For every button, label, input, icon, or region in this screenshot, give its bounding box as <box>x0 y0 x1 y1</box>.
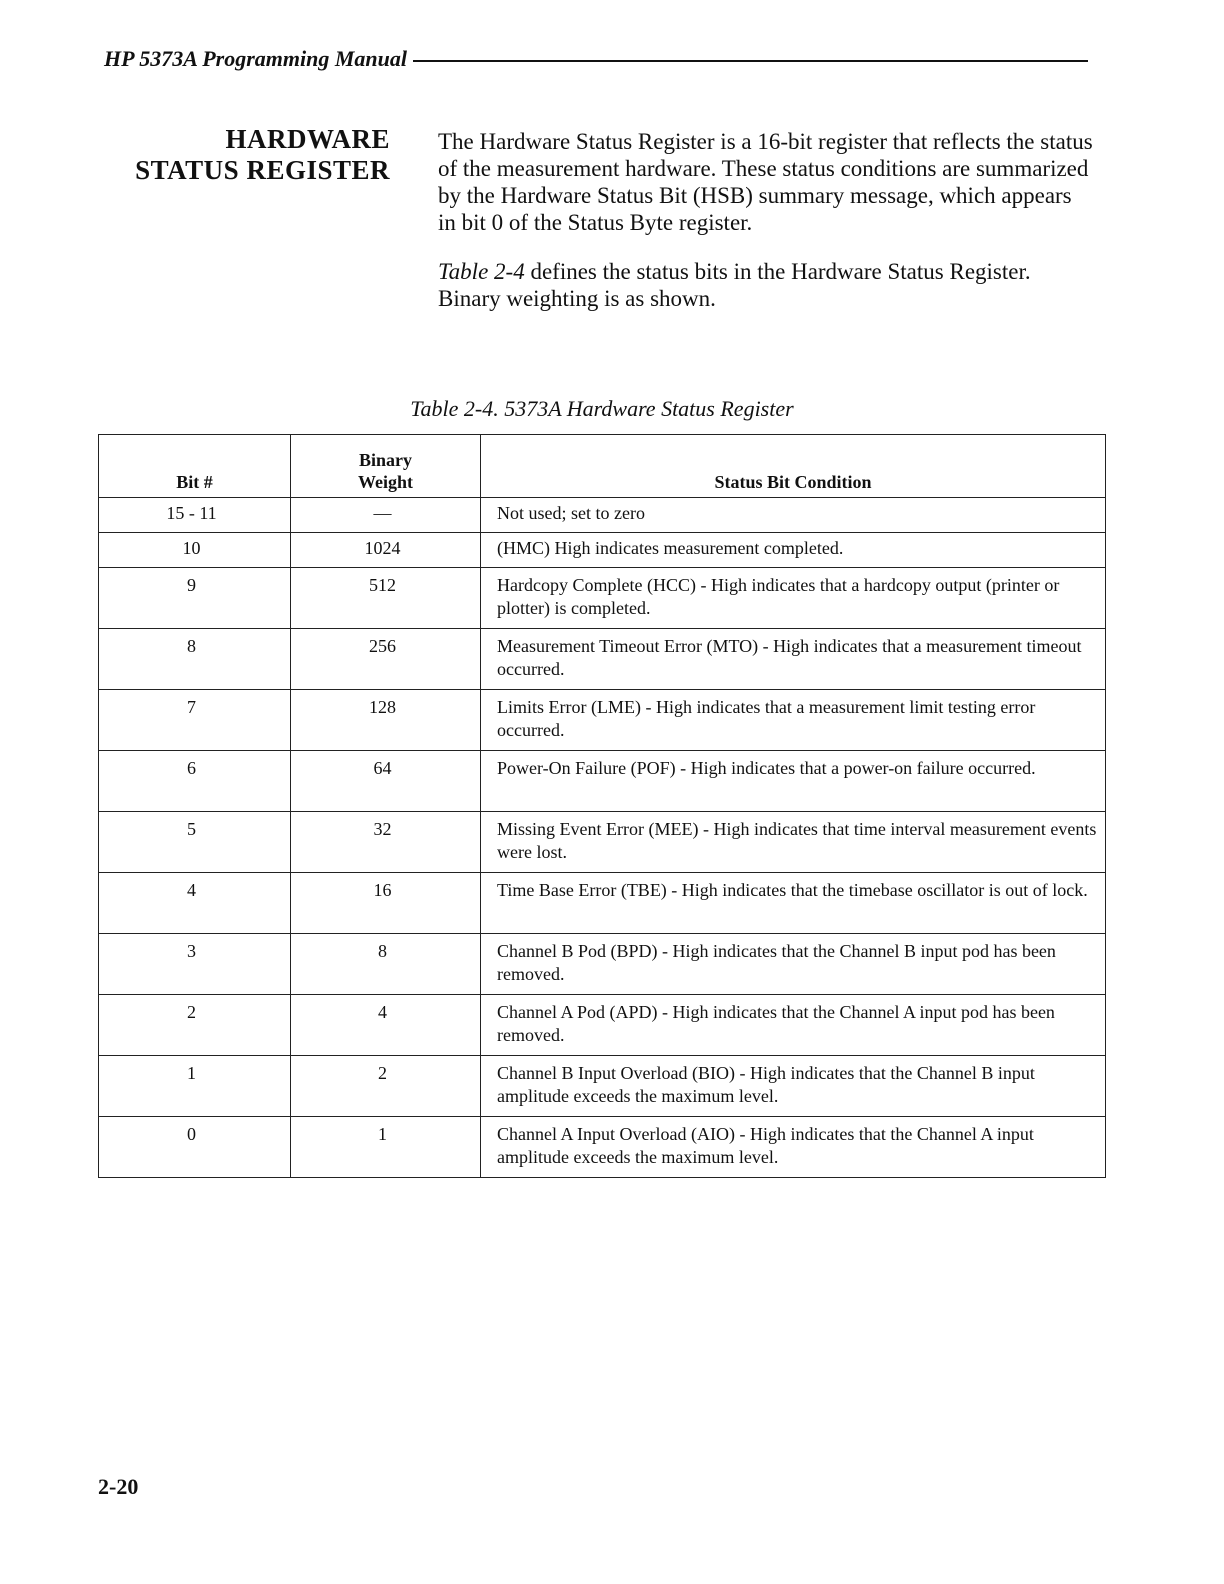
weight-cell: 256 <box>291 629 481 690</box>
weight-cell: 4 <box>291 995 481 1056</box>
header-condition: Status Bit Condition <box>481 435 1106 498</box>
weight-cell: 1024 <box>291 533 481 568</box>
header-weight <box>291 435 481 498</box>
bit-cell: 4 <box>99 873 291 934</box>
header-bit: Bit # <box>99 435 291 498</box>
bit-cell: 10 <box>99 533 291 568</box>
header-rule <box>413 60 1088 62</box>
bit-cell: 0 <box>99 1117 291 1178</box>
weight-cell: — <box>291 498 481 533</box>
table-row <box>99 568 1106 629</box>
table-row <box>99 690 1106 751</box>
table-row <box>99 533 1106 568</box>
table-row <box>99 629 1106 690</box>
weight-cell: 512 <box>291 568 481 629</box>
weight-cell: 64 <box>291 751 481 812</box>
bit-cell: 15 - 11 <box>99 498 291 533</box>
bit-cell: 2 <box>99 995 291 1056</box>
condition-cell: Power-On Failure (POF) - High indicates that a power-on failure occurred. <box>481 751 1106 812</box>
table-row <box>99 812 1106 873</box>
table-row <box>99 1117 1106 1178</box>
section-heading <box>96 124 390 186</box>
bit-cell: 8 <box>99 629 291 690</box>
condition-cell: Channel B Input Overload (BIO) - High indicates that the Channel B input amplitude exceeds the maximum level. <box>481 1056 1106 1117</box>
weight-cell: 16 <box>291 873 481 934</box>
intro-paragraph-2-text: defines the status bits in the Hardware Status Register. Binary weighting is as shown. <box>438 259 1031 311</box>
weight-cell: 32 <box>291 812 481 873</box>
table-row <box>99 995 1106 1056</box>
table-row <box>99 498 1106 533</box>
weight-cell: 8 <box>291 934 481 995</box>
table-row <box>99 751 1106 812</box>
bit-cell: 3 <box>99 934 291 995</box>
condition-cell: Channel A Pod (APD) - High indicates that the Channel A input pod has been removed. <box>481 995 1106 1056</box>
weight-cell: 1 <box>291 1117 481 1178</box>
hardware-status-table <box>98 434 1106 1178</box>
weight-cell: 2 <box>291 1056 481 1117</box>
bit-cell: 7 <box>99 690 291 751</box>
page-header <box>104 46 1088 72</box>
condition-cell: Channel B Pod (BPD) - High indicates that the Channel B input pod has been removed. <box>481 934 1106 995</box>
condition-cell: (HMC) High indicates measurement completed. <box>481 533 1106 568</box>
table-row <box>99 873 1106 934</box>
intro-text <box>438 128 1093 334</box>
table-caption: Table 2-4. 5373A Hardware Status Register <box>410 396 794 421</box>
bit-cell: 5 <box>99 812 291 873</box>
manual-title: HP 5373A Programming Manual <box>104 46 407 71</box>
condition-cell: Limits Error (LME) - High indicates that a measurement limit testing error occurred. <box>481 690 1106 751</box>
condition-cell: Channel A Input Overload (AIO) - High indicates that the Channel A input amplitude exceeds the maximum level. <box>481 1117 1106 1178</box>
bit-cell: 9 <box>99 568 291 629</box>
table-reference: Table 2-4 <box>438 259 525 284</box>
intro-paragraph-2 <box>438 258 1093 312</box>
header-weight-line2: Weight <box>357 472 413 492</box>
intro-paragraph-1: The Hardware Status Register is a 16-bit register that reflects the status of the measurement hardware. These status conditions are summarized by the Hardware Status Bit (HSB) summary message, which appears in bit 0 of the Status Byte register. <box>438 129 1093 235</box>
table-row <box>99 934 1106 995</box>
section-heading-line1: HARDWARE <box>225 124 390 154</box>
page-number: 2-20 <box>98 1474 139 1499</box>
condition-cell: Hardcopy Complete (HCC) - High indicates that a hardcopy output (printer or plotter) is completed. <box>481 568 1106 629</box>
condition-cell: Missing Event Error (MEE) - High indicates that time interval measurement events were lost. <box>481 812 1106 873</box>
header-weight-line1: Binary <box>358 450 412 470</box>
weight-cell: 128 <box>291 690 481 751</box>
condition-cell: Not used; set to zero <box>481 498 1106 533</box>
table-row <box>99 1056 1106 1117</box>
bit-cell: 6 <box>99 751 291 812</box>
section-heading-line2: STATUS REGISTER <box>135 155 390 185</box>
condition-cell: Measurement Timeout Error (MTO) - High indicates that a measurement timeout occurred. <box>481 629 1106 690</box>
table-header-row <box>99 435 1106 498</box>
condition-cell: Time Base Error (TBE) - High indicates that the timebase oscillator is out of lock. <box>481 873 1106 934</box>
bit-cell: 1 <box>99 1056 291 1117</box>
